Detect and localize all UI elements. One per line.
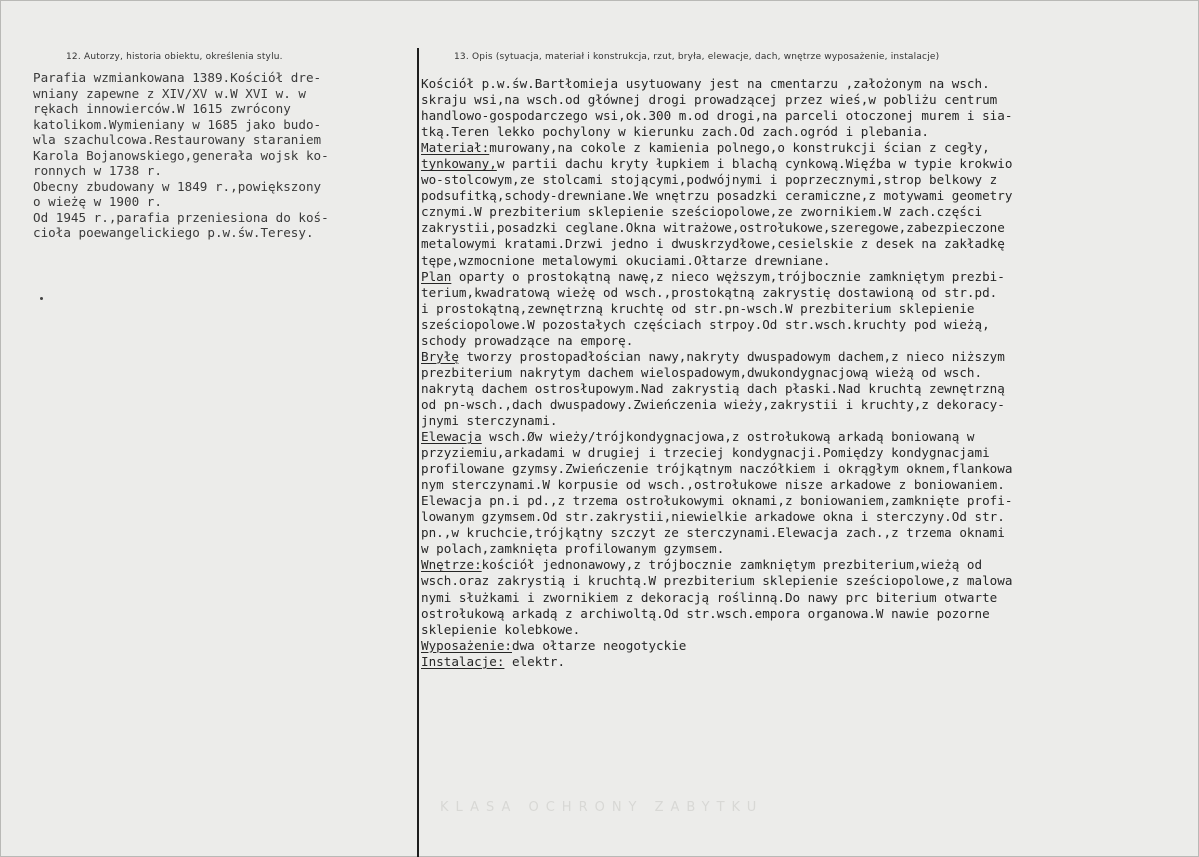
description-line (421, 590, 1197, 606)
history-line: Karola Bojanowskiego,generała wojsk ko- (33, 147, 329, 163)
description-text: handlowo-gospodarczego wsi,ok.300 m.od drogi,na parceli otoczonej murem i sia- (421, 108, 1013, 124)
description-text: sklepienie kolebkowe. (421, 621, 581, 637)
description-line (421, 429, 1197, 445)
description-line (421, 333, 1197, 349)
description-line (421, 509, 1197, 525)
description-text: i prostokątną,zewnętrzną kruchtę od str.pn-wsch.W prezbiterium sklepienie (421, 300, 975, 316)
description-text: tworzy prostopadłościan nawy,nakryty dwuspadowym dachem,z nieco niższym (458, 348, 1005, 364)
description-line (421, 269, 1197, 285)
description-text: w polach,zamknięta profilowanym gzymsem. (421, 541, 725, 557)
description-line (421, 76, 1197, 92)
description-line (421, 140, 1197, 156)
section-label: Wyposażenie: (421, 637, 512, 653)
description-line (421, 622, 1197, 638)
description-line (421, 365, 1197, 381)
description-text: metalowymi kratami.Drzwi jedno i dwuskrzydłowe,cesielskie z desek na zakładkę (421, 236, 1005, 252)
description-line (421, 253, 1197, 269)
description-text: cznymi.W prezbiterium sklepienie sześciopolowe,ze zwornikiem.W zach.części (421, 204, 983, 220)
description-text: tępe,wzmocnione metalowymi okuciami.Ołtarze drewniane. (421, 252, 831, 268)
description-line (421, 445, 1197, 461)
description-line (421, 397, 1197, 413)
description-line (421, 236, 1197, 252)
description-line (421, 204, 1197, 220)
section-label: Instalacje: (421, 653, 505, 669)
description-text: sześciopolowe.W pozostałych częściach strpoy.Od str.wsch.kruchty pod wieżą, (421, 316, 990, 332)
history-line: ronnych w 1738 r. (33, 163, 162, 178)
description-line (421, 654, 1197, 670)
history-line: cioła poewangelickiego p.w.św.Teresy. (33, 225, 314, 240)
left-section-header: 12. Autorzy, historia obiektu, określenia stylu. (66, 52, 283, 62)
description-text: prezbiterium nakrytym dachem wielospadowym,dwukondygnacjową wieżą od wsch. (421, 364, 983, 380)
description-text: oparty o prostokątną nawę,z nieco węższym,trójbocznie zamkniętym prezbi- (451, 268, 1005, 284)
description-line (421, 573, 1197, 589)
description-line (421, 638, 1197, 654)
description-line (421, 381, 1197, 397)
section-label: Bryłę (421, 348, 459, 364)
description-text: Kościół p.w.św.Bartłomieja usytuowany jest na cmentarzu ,założonym na wsch. (421, 76, 990, 91)
section-label: Materiał: (421, 140, 490, 156)
description-text: przyziemiu,arkadami w drugiej i trzeciej kondygnacji.Pomiędzy kondygnacjami (421, 445, 990, 461)
description-text: zakrystii,posadzki ceglane.Okna witrażowe,ostrołukowe,szeregowe,zabezpieczone (421, 220, 1005, 236)
description-line (421, 108, 1197, 124)
history-line: wniany zapewne z XIV/XV w.W XVI w. w (33, 85, 306, 101)
description-line (421, 92, 1197, 108)
description-text: kościół jednonawowy,z trójbocznie zamkniętym prezbiterium,wieżą od (481, 557, 983, 573)
description-text: nymi służkami i zwornikiem z dekoracją roślinną.Do nawy prc biterium otwarte (421, 589, 998, 605)
description-text: skraju wsi,na wsch.od głównej drogi prowadzącej przez wieś,w pobliżu centrum (421, 92, 998, 108)
description-text: dwa ołtarze neogotyckie (512, 637, 687, 653)
description-line (421, 557, 1197, 573)
description-text: schody prowadzące na emporę. (421, 332, 634, 348)
description-text: murowany,na cokole z kamienia polnego,o konstrukcji ścian z cegły, (489, 140, 990, 156)
description-line (421, 124, 1197, 140)
history-section (33, 70, 413, 241)
description-text: nakrytą dachem ostrosłupowym.Nad zakrystią dach płaski.Nad kruchtą zewnętrzną (421, 380, 1005, 396)
history-line: o wieżę w 1900 r. (33, 194, 162, 209)
description-line (421, 220, 1197, 236)
description-text: pn.,w kruchcie,trójkątny szczyt ze sterczynami.Elewacja zach.,z trzema oknami (421, 525, 1005, 541)
section-label: Elewacja (421, 429, 482, 445)
section-label: Wnętrze: (421, 557, 482, 573)
history-line: katolikom.Wymieniany w 1685 jako budo- (33, 116, 322, 132)
description-text: wo-stolcowym,ze stolcami stojącymi,podwójnymi i poprzecznymi,strop belkowy z (421, 172, 998, 188)
description-line (421, 172, 1197, 188)
right-section-header: 13. Opis (sytuacja, materiał i konstrukcja, rzut, bryła, elewacje, dach, wnętrze wyposażenie, instalacje) (454, 52, 940, 62)
description-text: Elewacja pn.i pd.,z trzema ostrołukowymi oknami,z boniowaniem,zamknięte profi- (421, 493, 1013, 509)
description-text: od pn-wsch.,dach dwuspadowy.Zwieńczenia wieży,zakrystii i kruchty,z dekoracy- (421, 396, 1005, 412)
description-text: podsufitką,schody-drewniane.We wnętrzu posadzki ceramiczne,z motywami geometry (421, 188, 1013, 204)
description-text: jnymi sterczynami. (421, 412, 558, 428)
faded-watermark-text: KLASA OCHRONY ZABYTKU (440, 800, 764, 815)
description-section (421, 76, 1197, 670)
description-line (421, 349, 1197, 365)
description-text: profilowane gzymsy.Zwieńczenie trójkątnym naczółkiem i okrągłym oknem,flankowa (421, 461, 1013, 477)
description-text: nym sterczynami.W korpusie od wsch.,ostrołukowe nisze arkadowe z boniowaniem. (421, 477, 1005, 493)
history-line: Parafia wzmiankowana 1389.Kościół dre- (33, 70, 322, 85)
history-line: rękach innowierców.W 1615 zwrócony (33, 101, 291, 116)
description-text: wsch.Øw wieży/trójkondygnacjowa,z ostrołukową arkadą boniowaną w (481, 429, 975, 445)
description-line (421, 413, 1197, 429)
description-line (421, 317, 1197, 333)
description-line (421, 188, 1197, 204)
description-line (421, 477, 1197, 493)
section-label: tynkowany, (421, 156, 497, 172)
description-line (421, 525, 1197, 541)
ink-dot (40, 297, 43, 300)
column-divider (417, 48, 419, 857)
description-text: terium,kwadratową wieżę od wsch.,prostokątną zakrystię dostawioną od str.pd. (421, 284, 998, 300)
description-text: tką.Teren lekko pochylony w kierunku zach.Od zach.ogród i plebania. (421, 124, 929, 140)
section-label: Plan (421, 268, 452, 284)
description-line (421, 606, 1197, 622)
description-text: ostrołukową arkadą z archiwoltą.Od str.wsch.empora organowa.W nawie pozorne (421, 605, 990, 621)
history-line: wla szachulcowa.Restaurowany staraniem (33, 132, 322, 147)
description-line (421, 493, 1197, 509)
description-line (421, 541, 1197, 557)
description-text: w partii dachu kryty łupkiem i blachą cynkową.Więźba w typie krokwio (496, 156, 1013, 172)
description-line (421, 156, 1197, 172)
description-line (421, 301, 1197, 317)
description-line (421, 461, 1197, 477)
description-text: elektr. (504, 653, 566, 669)
history-line: Od 1945 r.,parafia przeniesiona do koś- (33, 209, 329, 225)
history-line: Obecny zbudowany w 1849 r.,powiększony (33, 178, 322, 194)
description-text: wsch.oraz zakrystią i kruchtą.W prezbiterium sklepienie sześciopolowe,z malowa (421, 573, 1013, 589)
description-text: lowanym gzymsem.Od str.zakrystii,niewielkie arkadowe okna i sterczyny.Od str. (421, 509, 1005, 525)
description-line (421, 285, 1197, 301)
